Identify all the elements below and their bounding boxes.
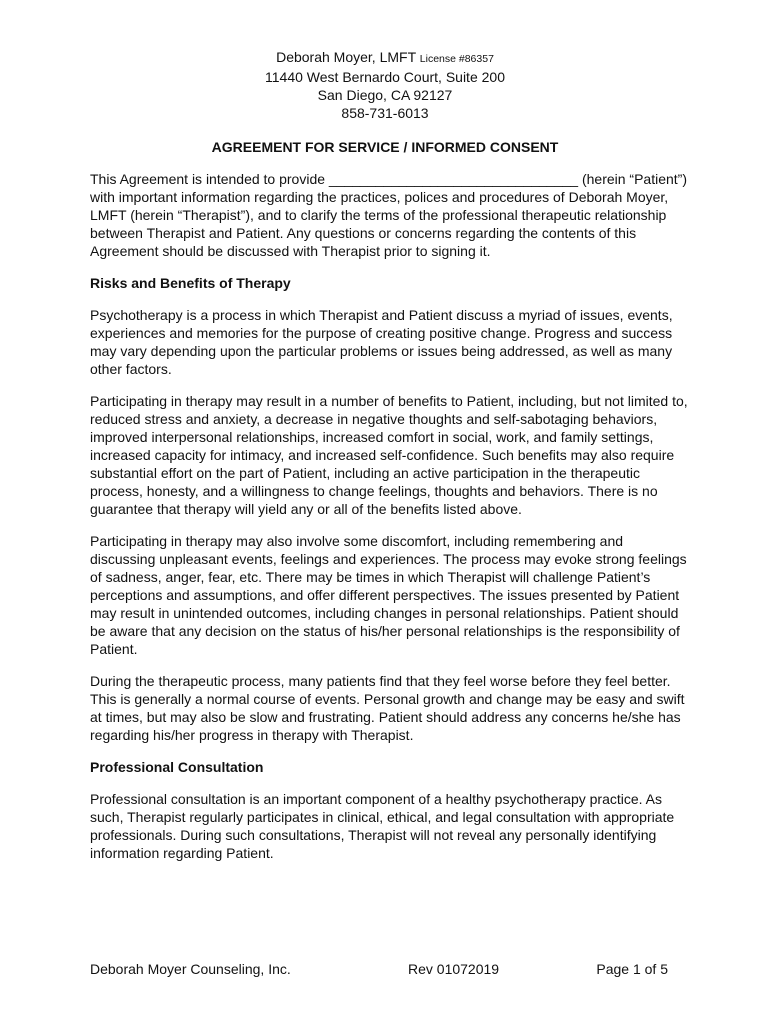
section-paragraph: Professional consultation is an important component of a healthy psychotherapy practice. As such, Therapist regularly participates in clinical, ethical, and legal consultation with appropriate professionals. During such consultations, Therapist will not reveal any personally identifying information regarding Patient.: [90, 791, 675, 861]
section-paragraph: During the therapeutic process, many patients find that they feel worse before they feel better. This is generally a normal course of events. Personal growth and change may be easy and swift at times, but may also be slow and frustrating. Patient should address any concerns he/she has regarding his/her progress in therapy with Therapist.: [90, 673, 685, 743]
letterhead: [0, 48, 770, 122]
therapist-name: Deborah Moyer, LMFT: [276, 49, 416, 65]
section-paragraph: Psychotherapy is a process in which Therapist and Patient discuss a myriad of issues, events, experiences and memories for the purpose of creating positive change. Progress and success may vary depending upon the particular problems or issues being addressed, as well as many other factors.: [90, 307, 673, 377]
section-heading-professional-consultation: Professional Consultation: [90, 759, 264, 775]
section-heading-risks-benefits: Risks and Benefits of Therapy: [90, 275, 291, 291]
footer-page-number: Page 1 of 5: [596, 961, 668, 977]
footer-company: Deborah Moyer Counseling, Inc.: [90, 961, 291, 977]
phone-number: 858-731-6013: [341, 105, 429, 121]
address-line-1: 11440 West Bernardo Court, Suite 200: [265, 69, 505, 85]
address-line-2: San Diego, CA 92127: [317, 87, 453, 103]
letterhead-name-line: [0, 48, 770, 68]
footer-revision: Rev 01072019: [408, 961, 500, 977]
license-number: License #86357: [419, 53, 494, 65]
section-paragraph: Participating in therapy may result in a number of benefits to Patient, including, but not limited to, reduced stress and anxiety, a decrease in negative thoughts and self-sabotaging behaviors, improved interpersonal relationships, increased comfort in social, work, and family settings, increased capacity for intimacy, and increased self-confidence. Such benefits may also require substantial effort on the part of Patient, including an active participation in the therapeutic process, honesty, and a willingness to change feelings, thoughts and behaviors. There is no guarantee that therapy will yield any or all of the benefits listed above.: [90, 393, 688, 517]
document-title: AGREEMENT FOR SERVICE / INFORMED CONSENT: [211, 139, 559, 155]
document-body: [90, 170, 690, 876]
section-paragraph: Participating in therapy may also involve some discomfort, including remembering and discussing unpleasant events, feelings and experiences. The process may evoke strong feelings of sadness, anger, fear, etc. There may be times in which Therapist will challenge Patient’s perceptions and assumptions, and offer different perspectives. The issues presented by Patient may result in unintended outcomes, including changes in personal relationships. Patient should be aware that any decision on the status of his/her personal relationships is the responsibility of Patient.: [90, 533, 687, 657]
intro-paragraph: This Agreement is intended to provide ________________________________ (herein “Patient”) with important information regarding the practices, polices and procedures of Deborah Moyer, LMFT (herein “Therapist”), and to clarify the terms of the professional therapeutic relationship between Therapist and Patient. Any questions or concerns regarding the contents of this Agreement should be discussed with Therapist prior to signing it.: [90, 171, 688, 259]
